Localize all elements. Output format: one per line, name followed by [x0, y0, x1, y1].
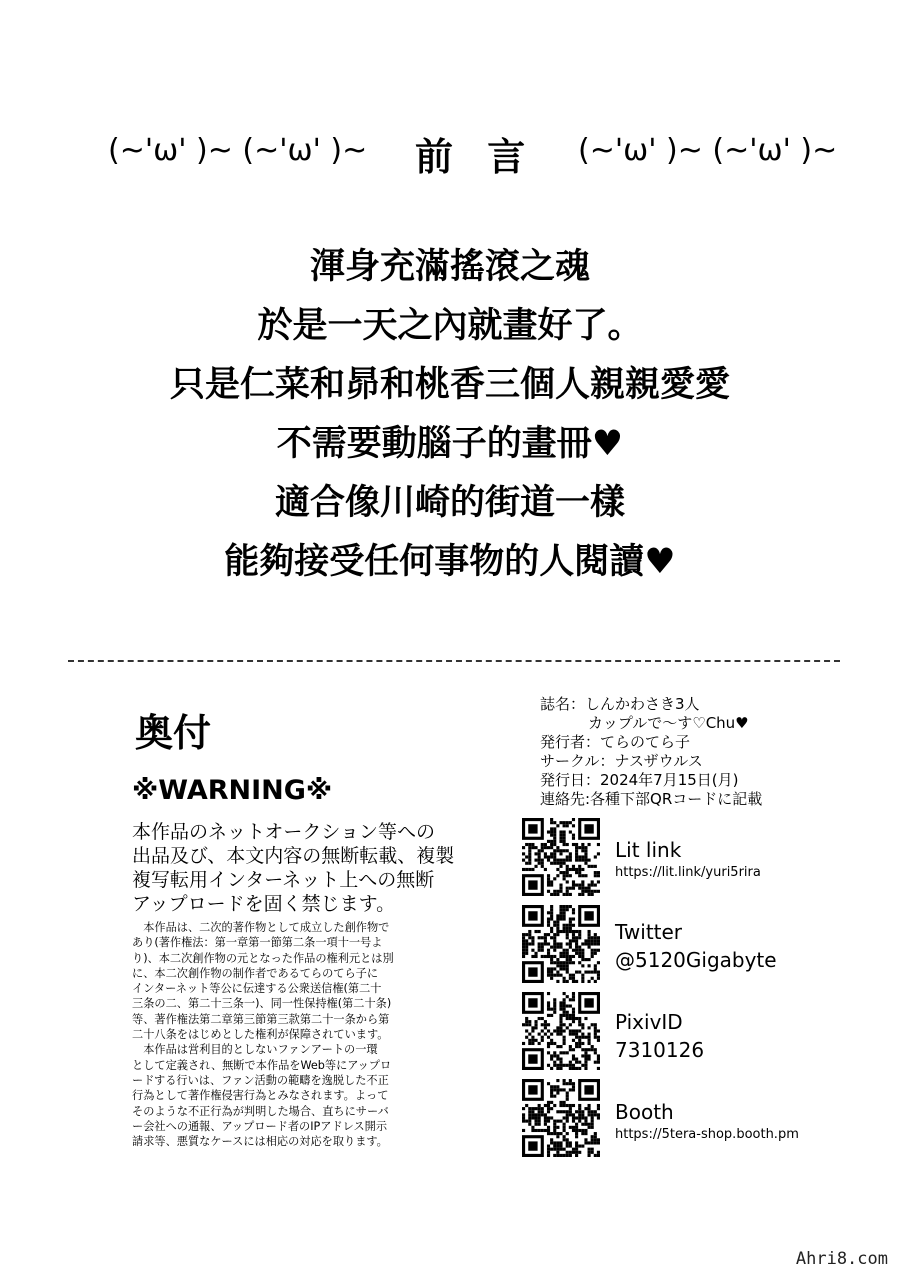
warning-line: 本作品のネットオークション等への — [132, 821, 436, 843]
twitter-handle[interactable]: @5120Gigabyte — [615, 948, 777, 972]
copyright-line: 請求等、悪質なケースには相応の対応を取ります。 — [132, 1135, 388, 1149]
contact: 連絡先:各種下部QRコードに記載 — [540, 790, 763, 808]
copyright-line: ードする行いは、ファン活動の範疇を逸脱した不正 — [132, 1073, 389, 1087]
copyright-notice — [132, 920, 437, 1149]
copyright-line: として定義され、無断で本作品をWeb等にアップロ — [132, 1058, 392, 1072]
publication-info — [540, 695, 762, 809]
preface-line: 只是仁菜和昴和桃香三個人親親愛愛 — [169, 365, 730, 405]
copyright-line: に、本二次創作物の制作者であるてらのてら子に — [132, 966, 379, 980]
pixiv-label: PixivID — [615, 1010, 683, 1034]
warning-line: 複写転用インターネット上への無断 — [132, 869, 435, 891]
copyright-line: 行為として著作権侵害行為とみなされます。よって — [132, 1089, 389, 1103]
qr-code-booth-icon[interactable] — [522, 1079, 600, 1157]
qr-code-twitter-icon[interactable] — [522, 905, 600, 983]
book-title-cont: カップルで～す♡Chu♥ — [588, 714, 749, 732]
circle: サークル：ナスザウルス — [540, 752, 703, 770]
litlink-label: Lit link — [615, 838, 682, 862]
copyright-line: あり(著作権法：第一章第一節第二条一項十一号よ — [132, 936, 383, 950]
book-title: 誌名：しんかわさき3人 — [540, 695, 700, 713]
copyright-line: そのような不正行為が判明した場合、直ちにサーバ — [132, 1104, 389, 1118]
preface-line: 渾身充滿搖滾之魂 — [309, 247, 590, 287]
watermark: Ahri8.com — [795, 1249, 888, 1269]
copyright-line: 二十八条をはじめとした権利が保障されています。 — [132, 1028, 389, 1042]
copyright-line: 本作品は営利目的としないファンアートの一環 — [132, 1043, 378, 1057]
copyright-line: 本作品は、二次的著作物として成立した創作物で — [132, 921, 390, 934]
colophon-title: 奥付 — [135, 711, 212, 755]
qr-code-pixiv-icon[interactable] — [522, 992, 600, 1070]
publish-date: 発行日：2024年7月15日(月) — [540, 771, 739, 789]
copyright-line: ー会社への通報、アップロード者のIPアドレス開示 — [132, 1119, 388, 1133]
copyright-line: 等、著作権法第二章第三節第三款第二十一条から第 — [132, 1012, 390, 1026]
preface-body — [0, 238, 900, 592]
warning-title: ※WARNING※ — [132, 775, 333, 806]
kaomoji-right: (~'ω' )~ (~'ω' )~ — [578, 133, 838, 168]
preface-line: 於是一天之內就畫好了。 — [257, 306, 643, 346]
preface-title: 前言 — [415, 135, 560, 179]
copyright-line: インターネット等公に伝達する公衆送信権(第二十 — [132, 982, 382, 996]
litlink-url[interactable]: https://lit.link/yuri5rira — [615, 865, 761, 880]
qr-code-litlink-icon[interactable] — [522, 818, 600, 896]
copyright-line: り)、本二次創作物の元となった作品の権利元とは別 — [132, 951, 394, 965]
kaomoji-left: (~'ω' )~ (~'ω' )~ — [108, 133, 368, 168]
twitter-label: Twitter — [615, 920, 683, 944]
warning-notice — [132, 820, 455, 916]
booth-label: Booth — [615, 1100, 674, 1124]
dashed-divider — [68, 660, 840, 662]
warning-line: 出品及び、本文内容の無断転載、複製 — [132, 845, 455, 867]
copyright-line: 三条の二、第二十三条一)、同一性保持権(第二十条) — [132, 997, 392, 1011]
warning-line: アップロードを固く禁じます。 — [132, 893, 396, 915]
publisher: 発行者：てらのてら子 — [540, 733, 691, 751]
pixiv-id[interactable]: 7310126 — [615, 1038, 705, 1062]
preface-line: 適合像川崎的街道一樣 — [274, 483, 625, 523]
preface-line: 能夠接受任何事物的人閱讀♥ — [224, 542, 676, 582]
preface-line: 不需要動腦子的畫冊♥ — [276, 424, 624, 464]
booth-url[interactable]: https://5tera-shop.booth.pm — [615, 1127, 799, 1142]
